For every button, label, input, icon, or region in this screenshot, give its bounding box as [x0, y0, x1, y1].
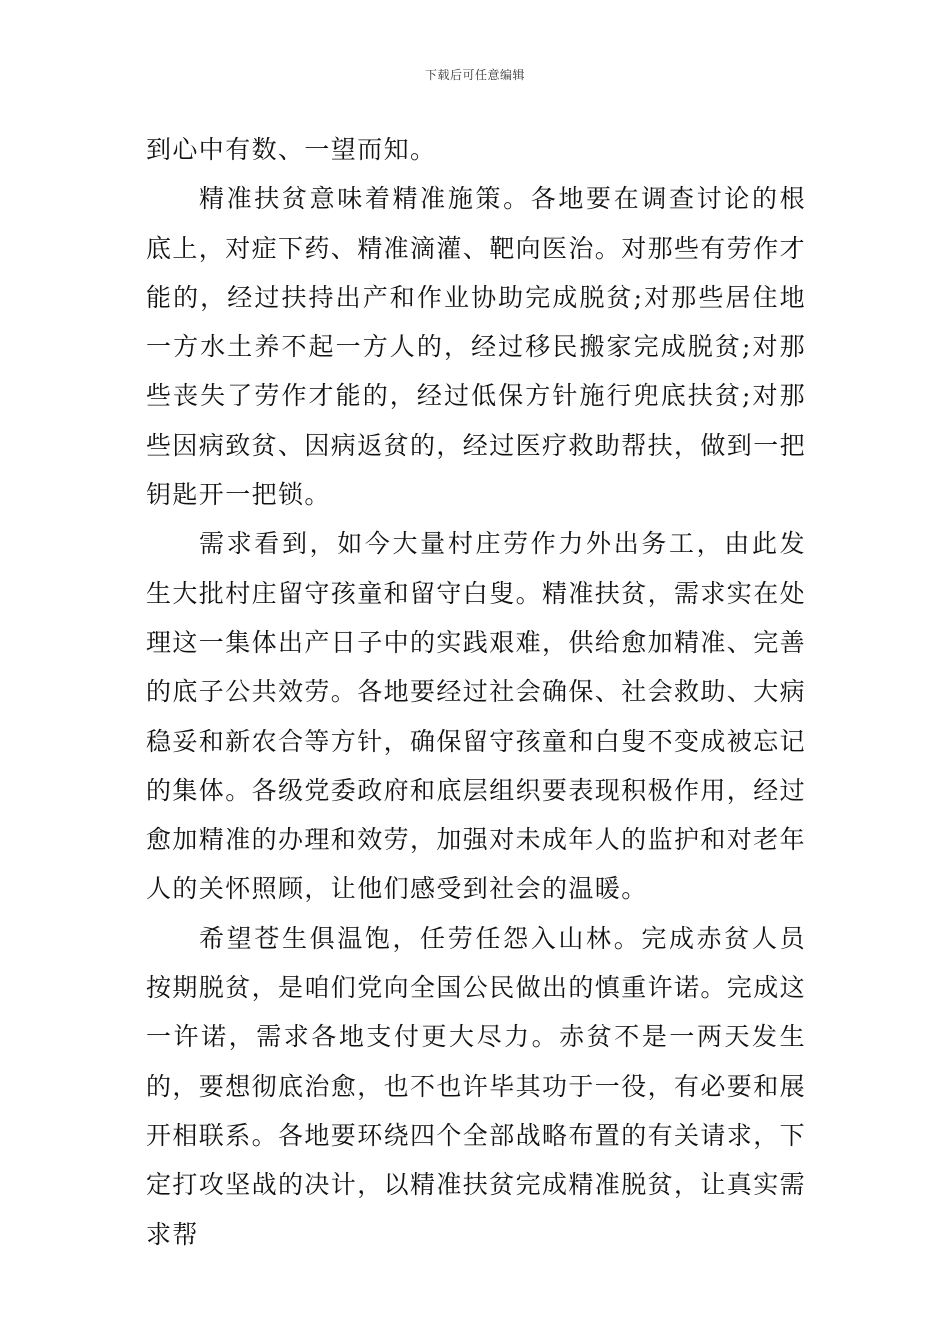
paragraph-3: 需求看到，如今大量村庄劳作力外出务工，由此发生大批村庄留守孩童和留守白叟。精准扶贫，需求实在处理这一集体出产日子中的实践艰难，供给愈加精准、完善的底子公共效劳。各地要经过社会确保、社会救助、大病稳妥和新农合等方针，确保留守孩童和白叟不变成被忘记的集体。各级党委政府和底层组织要表现积极作用，经过愈加精准的办理和效劳，加强对未成年人的监护和对老年人的关怀照顾，让他们感受到社会的温暖。: [146, 529, 807, 904]
paragraph-4: 希望苍生俱温饱，任劳任怨入山林。完成赤贫人员按期脱贫，是咱们党向全国公民做出的慎重许诺。完成这一许诺，需求各地支付更大尽力。赤贫不是一两天发生的，要想彻底治愈，也不也许毕其功于一役，有必要和展开相联系。各地要环绕四个全部战略布置的有关请求，下定打攻坚战的决计，以精准扶贫完成精准脱贫，让真实需求帮: [146, 923, 807, 1249]
body-text: [146, 125, 806, 1259]
page-header: 下载后可任意编辑: [424, 68, 525, 82]
paragraph-1: 到心中有数、一望而知。: [146, 135, 437, 164]
paragraph-2: 精准扶贫意味着精准施策。各地要在调查讨论的根底上，对症下药、精准滴灌、靶向医治。对那些有劳作才能的，经过扶持出产和作业协助完成脱贫;对那些居住地一方水土养不起一方人的，经过移民搬家完成脱贫;对那些丧失了劳作才能的，经过低保方针施行兜底扶贫;对那些因病致贫、因病返贫的，经过医疗救助帮扶，做到一把钥匙开一把锁。: [146, 184, 807, 510]
